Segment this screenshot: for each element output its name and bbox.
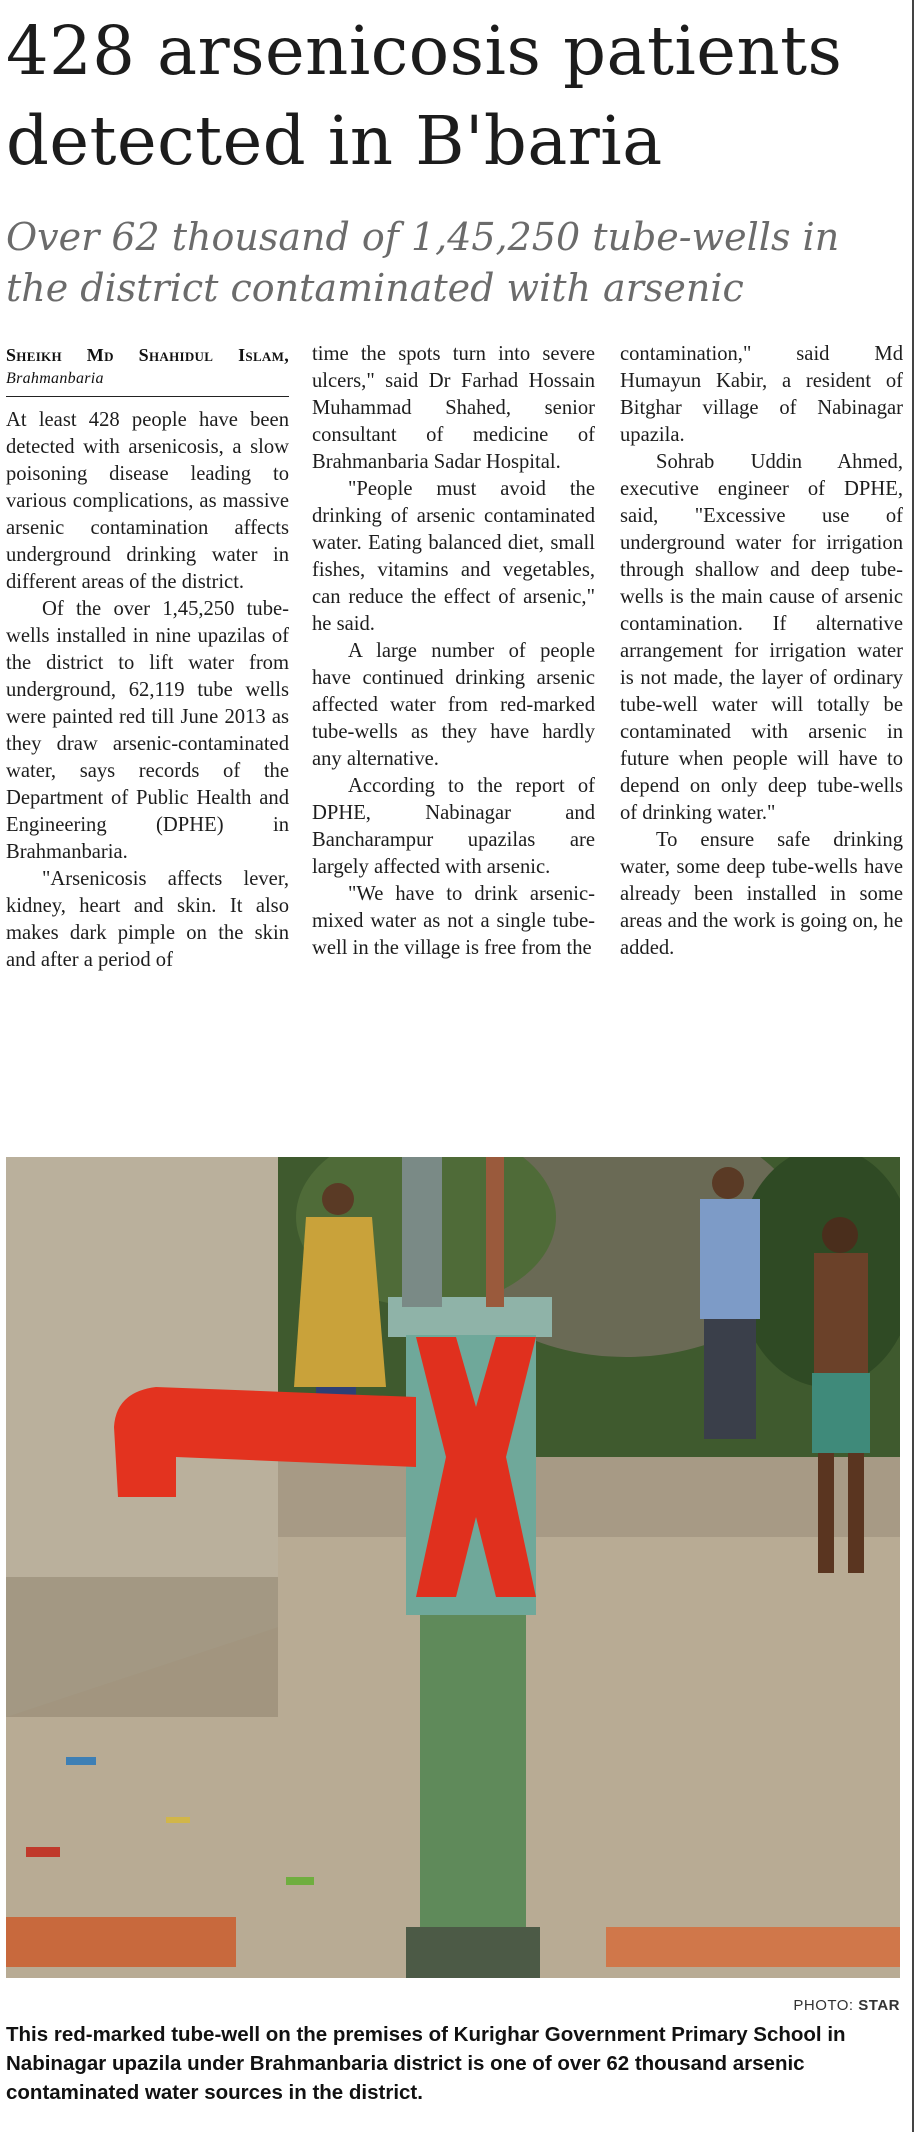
pump-pipe (420, 1607, 526, 1937)
byline-location: Brahmanbaria (6, 370, 104, 387)
headline: 428 arsenicosis patients detected in B'baria (6, 12, 843, 180)
photo-illustration (6, 1157, 900, 1978)
byline (6, 344, 289, 390)
paragraph-9: To ensure safe drinking water, some deep tube-wells have already been installed in some areas and the work is going on, he added. (620, 829, 903, 959)
tube-well-photo (6, 1157, 900, 1978)
paragraph-6: According to the report of DPHE, Nabinagar and Bancharampur upazilas are largely affected with arsenic. (312, 775, 595, 878)
byline-author: Sheikh Md Shahidul Islam, (6, 345, 289, 365)
photo-credit (793, 1997, 900, 2014)
article-column-2 (312, 341, 595, 962)
photo-credit-label: PHOTO: (793, 1997, 854, 2014)
paragraph-7-end: contamination," said Md Humayun Kabir, a resident of Bitghar village of Nabinagar upazila. (620, 343, 903, 446)
photo-caption: This red-marked tube-well on the premises of Kurighar Government Primary School in Nabinagar upazila under Brahmanbaria district is one of over 62 thousand arsenic contaminated water sources in the district. (6, 2023, 846, 2104)
paragraph-8: Sohrab Uddin Ahmed, executive engineer of DPHE, said, "Excessive use of underground water for irrigation through shallow and deep tube-wells is the main cause of arsenic contamination. If alternative arrangement for irrigation water is not made, the layer of ordinary tube-well water will totally be contaminated with arsenic in future when people will have to depend on only deep tube-wells of drinking water." (620, 451, 903, 824)
subheadline: Over 62 thousand of 1,45,250 tube-wells in the district contaminated with arsenic (6, 215, 840, 310)
paragraph-3-end: time the spots turn into severe ulcers," said Dr Farhad Hossain Muhammad Shahed, senior consultant of medicine of Brahmanbaria Sadar Hospital. (312, 343, 595, 473)
article-column-3 (620, 341, 903, 962)
paragraph-4: "People must avoid the drinking of arsenic contaminated water. Eating balanced diet, small fishes, vitamins and vegetables, can reduce the effect of arsenic," he said. (312, 478, 595, 635)
photo-credit-source: STAR (858, 1997, 900, 2014)
article-column-1 (6, 344, 289, 974)
paragraph-2: Of the over 1,45,250 tube-wells installed in nine upazilas of the district to lift water from underground, 62,119 tube wells were painted red till June 2013 as they draw arsenic-contaminated water, says records of the Department of Public Health and Engineering (DPHE) in Brahmanbaria. (6, 598, 289, 863)
column-rule (912, 0, 914, 2132)
paragraph-3-start: "Arsenicosis affects lever, kidney, heart and skin. It also makes dark pimple on the skin and after a period of (6, 868, 289, 971)
paragraph-5: A large number of people have continued drinking arsenic affected water from red-marked tube-wells as they have hardly any alternative. (312, 640, 595, 770)
paragraph-1: At least 428 people have been detected with arsenicosis, a slow poisoning disease leading to various complications, as massive arsenic contamination affects underground drinking water in different areas of the district. (6, 409, 289, 593)
person-man (700, 1167, 760, 1439)
paragraph-7-start: "We have to drink arsenic-mixed water as not a single tube-well in the village is free from the (312, 883, 595, 959)
byline-divider (6, 396, 289, 397)
